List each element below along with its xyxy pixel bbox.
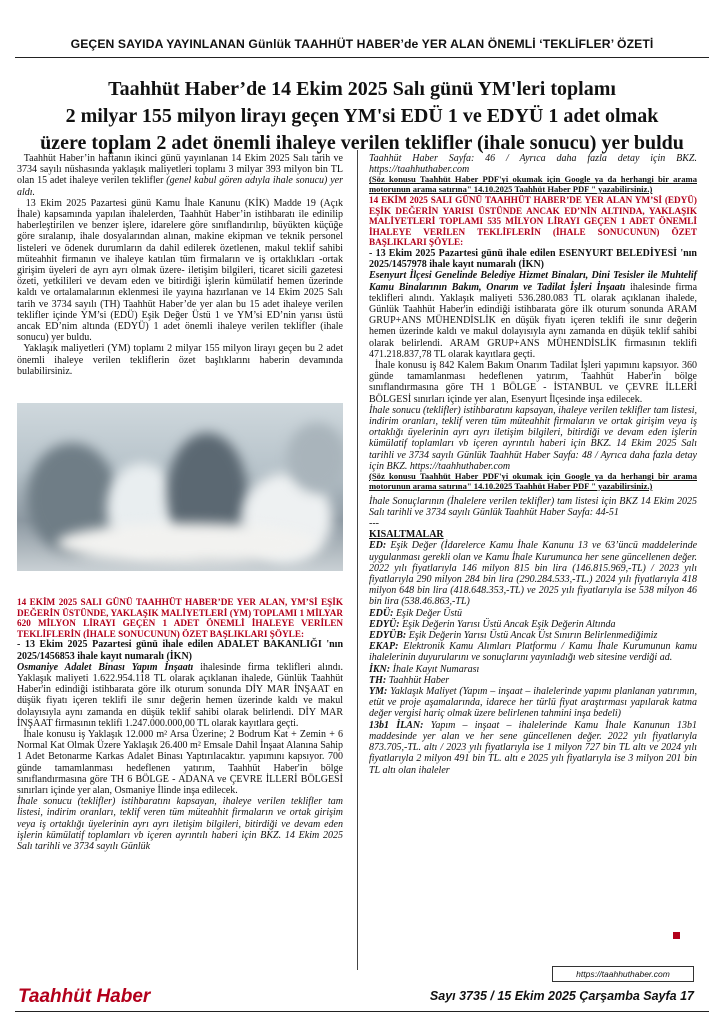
left-item-title: Osmaniye Adalet Binası Yapım İnşaatı <box>17 661 194 673</box>
footer-rule <box>15 1011 709 1012</box>
left-item-body <box>17 662 343 729</box>
right-column <box>369 153 697 776</box>
intro-paragraph <box>17 153 343 198</box>
results-list-ref: İhale Sonuçlarının (İhalelere verilen teklifler) tam listesi için BKZ 14 Ekim 2025 Salı tarihli ve 3734 sayılı Günlük Taahhüt Haber Sayfa: 44-51 <box>369 495 697 518</box>
pdf-note-2: (Söz konusu Taahhüt Haber PDF'yi okumak için Google ya da herhangi bir arama motorunun arama satırına" 14.10.2025 Taahhüt Haber PDF " yazabilirsiniz.) <box>369 471 697 491</box>
paragraph-2-text: 13 Ekim 2025 Pazartesi günü Kamu İhale Kanunu (KİK) Madde 19 (Açık İhale) kapsamında yapılan ihalelerden, Taahhüt Haber’in istihbaratı ile edinilip haberleştirilen ve benzer işlere, idarelere göre sınıflandırılıp, büyükten küçüğe göre sıralanıp, ihale dosyalarından alınan, makine ekipman ve teknik personel listeleri ve ödenek durumların da dahil edilerek özetlenen, makul teklif sahibi müteahhit firmanın ve ihaleye katılan tüm firmaların ve iş ortaklıkları -ortak girişim üyeleri de ayrı ayrı olmak üzere- iletişim bilgileri, ticaret sicili gazetesi özeti, yetkilileri ve devam eden ve bitirdiği işlerin kümülatif hemen üzerinde kaldı ve ortalamalarının eklenmesi ile yayına hazırlanan ve 14 Ekim 2025 Salı tarih ve 3734 sayılı (TH) Taahhüt Haber’de yer alan bu 15 adet ihaleye verilen teklifler içinde YM’si (EDÜ) Eşik Değer Üstü 1 ve YM’si ED’nin yarısı üstü ancak ED’nim altında (EDYÜ) 1 adet önemli ihaleye verilen teklifler (ihale sonucu) yer buldu. <box>17 197 343 344</box>
intro-text: Taahhüt Haber’in haftanın ikinci günü yayınlanan 14 Ekim 2025 Salı tarih ve 3734 sayılı nüshasında yaklaşık maliyetleri toplamı 3 milyar 393 milyon bin TL olan 15 adet ihaleye verilen teklifler <box>17 153 344 187</box>
left-item-detail-text: İhale konusu iş Yaklaşık 12.000 m² Arsa Üzerine; 2 Bodrum Kat + Zemin + 6 Normal Kat Olmak Üzere Yaklaşık 26.400 m² Emsale Dahil İnşaat Alanına Sahip 1 Adet Betonarme Karkas Adalet Binası Yaptırılacaktır. yapımını kapsıyor. 700 günde tamamlanması hedeflenen yatırım, Taahhüt Haber'in bölge sınıflandırmasına göre TH 6 BÖLGE - ADANA ve ÇEVRE İLLERİ BÖLGESİ sınırları içinde yer alan, Osmaniye İlinde inşa edilecek. <box>17 729 344 797</box>
abbr-item: İKN: İhale Kayıt Numarası <box>369 663 480 675</box>
right-item-detail-text: İhale konusu iş 842 Kalem Bakım Onarım Tadilat İşleri yapımını kapsıyor. 360 günde tamamlanması hedeflenen yatırım, Taahhüt Haber'in bölge sınıflandırmasına göre TH 1 BÖLGE - İSTANBUL ve ÇEVRE İLLERİ BÖLGESİ sınırları içinde yer alan, Esenyurt İlçesinde inşa edilecek. <box>369 360 698 405</box>
abbr-item: EKAP: Elektronik Kamu Alımları Platformu / Kamu İhale Kurumunun kamu ihalelerinin duyurularını ve sonuçlarını yayınladığı web sitesine verdiği ad. <box>369 641 697 664</box>
header-rule <box>15 57 709 58</box>
abbreviations-list <box>369 540 697 775</box>
right-item-detail <box>369 360 697 405</box>
abbreviations-title: KISALTMALAR <box>369 529 444 541</box>
left-item-heading: - 13 Ekim 2025 Pazartesi günü ihale edilen ADALET BAKANLIĞI 'nın 2025/1456853 ihale kayıt numaralı (İKN) <box>17 639 343 662</box>
column-divider <box>357 150 358 970</box>
brand-logo: Taahhüt Haber <box>18 986 151 1007</box>
abbr-item: TH: Taahhüt Haber <box>369 674 450 686</box>
abbr-item: EDÜ: Eşik Değer Üstü <box>369 607 463 619</box>
left-item-detail <box>17 729 343 796</box>
page-footer <box>0 966 724 1024</box>
headline <box>40 76 684 157</box>
right-ref-1: Taahhüt Haber Sayfa: 46 / Ayrıca daha fazla detay için BKZ. https://taahhuthaber.com <box>369 153 697 176</box>
pdf-note-1: (Söz konusu Taahhüt Haber PDF'yi okumak için Google ya da herhangi bir arama motorunun arama satırına" 14.10.2025 Taahhüt Haber PDF " yazabilirsiniz.) <box>369 174 697 195</box>
right-item-title: Esenyurt İlçesi Genelinde Belediye Hizmet Binaları, Dini Tesisler ile Muhtelif Kamu Binalarının Bakım, Onarım ve Tadilat İşleri İnşaatı <box>369 270 697 293</box>
right-red-heading: 14 EKİM 2025 SALI GÜNÜ TAAHHÜT HABER’DE YER ALAN YM’Sİ (EDYÜ) EŞİK DEĞERİN YARISI ÜSTÜNDE ANCAK ED’NİN ALTINDA, YAKLAŞIK MALİYETLERİ TOPLAMI 535 MİLYON LİRAYI GEÇEN 1 ADET ÖNEMLİ İHALEYE VERİLEN TEKLİFLERİN (İHALE SONUCUNUN) ÖZET BAŞLIKLARI ŞÖYLE: <box>369 195 697 248</box>
paragraph-2 <box>17 198 343 344</box>
separator-dashes: --- <box>369 518 379 530</box>
left-red-heading: 14 EKİM 2025 SALI GÜNÜ TAAHHÜT HABER’DE YER ALAN, YM’Sİ EŞİK DEĞERİN ÜSTÜNDE, YAKLAŞIK MALİYETLERİ (YM) TOPLAMI 1 MİLYAR 620 MİLYON LİRAYI GEÇEN 1 ADET ÖNEMLİ İHALEYE VERİLEN TEKLİFLERİN (İHALE SONUCUNUN) ÖZET BAŞLIKLARI ŞÖYLE: <box>17 597 343 639</box>
right-item-text: ihalesinde firma teklifleri alındı. Yaklaşık maliyeti 536.280.083 TL olarak açıklanan ihalede, Günlük Taahhüt Haber'in edindiği istihbarata göre ilk oturum sonunda ARAM GRUP+ANS MÜHENDİSLİK en düşük fiyatı içeren teklifi ile sınır değerin hemen üzerinde kaldı ve makul dolayısıyla aynı zamanda en düşük teklif sahibi olarak belirlendi. ARAM GRUP+ANS MÜHENDİSLİK firmasının teklifi 471.218.837,78 TL olarak kayıtlara geçti. <box>369 281 698 360</box>
page-header <box>0 0 724 58</box>
abbr-item: EDYÜ: Eşik Değerin Yarısı Üstü Ancak Eşik Değerin Altında <box>369 618 616 630</box>
paragraph-3-text: Yaklaşık maliyetleri (YM) toplamı 2 milyar 155 milyon lirayı geçen bu 2 adet önemli ihaleye verilen tekliflerin özet başlıklarını haberin devamında bulabilirsiniz. <box>17 343 343 377</box>
headline-line-3: üzere toplam 2 adet önemli ihaleye verilen teklifler (ihale sonucu) yer buldu <box>40 132 684 154</box>
paragraph-3 <box>17 343 343 377</box>
headline-line-2: 2 milyar 155 milyon lirayı geçen YM'si EDÜ 1 ve EDYÜ 1 adet olmak <box>65 105 659 127</box>
end-mark <box>673 932 680 939</box>
website-link[interactable]: https://taahhuthaber.com <box>552 966 694 982</box>
left-column <box>17 153 343 852</box>
left-item-italic: İhale sonucu (teklifler) istihbaratını kapsayan, ihaleye verilen teklifler tam listesi, indirim oranları, teklif veren tüm müteahhit firmaların ve ortak girişim veya iş ortaklığı üyelerinin ayrı ayrı iletişim bilgileri, bitirdiği ve devam eden işlerin kümülatif toplamları vb içeren ayrıntılı haberi için BKZ. 14 Ekim 2025 Salı tarihli ve 3734 sayılı Günlük <box>17 796 343 853</box>
intro-italic: (genel kabul gören adıyla ihale sonucu) yer aldı. <box>17 175 343 198</box>
right-item-heading: - 13 Ekim 2025 Pazartesi günü ihale edilen ESENYURT BELEDİYESİ 'nın 2025/1457978 ihale kayıt numaralı (İKN) <box>369 247 697 271</box>
abbr-item: EDYÜB: Eşik Değerin Yarısı Üstü Ancak Üst Sınırın Belirlenmediğimiz <box>369 630 658 642</box>
right-item-body <box>369 270 697 360</box>
left-item-text: ihalesinde firma teklifleri alındı. Yaklaşık maliyeti 1.622.954.118 TL olarak açıklanan ihalede, Günlük Taahhüt Haber'in edindiği istihbarata göre ilk oturum sonunda DİY MAR İNŞAAT en düşük fiyatı içeren teklifi ile sınır değerin hemen üzerinde kaldı ve makul dolayısıyla aynı zamanda en düşük teklif sahibi olarak belirlendi. DİY MAR İNŞAAT firmasının teklifi 1.247.000.000,00 TL olarak kayıtlara geçti. <box>17 661 344 729</box>
issue-info: Sayı 3735 / 15 Ekim 2025 Çarşamba Sayfa 17 <box>429 989 694 1003</box>
meeting-photo <box>17 403 343 571</box>
abbr-item: ED: Eşik Değer (İdarelerce Kamu İhale Kanunu 13 ve 63’üncü maddelerinde uygulanması gerekli olan ve Kamu İhale Kurumunca her sene güncellenen değer. 2022 yılı fiyatlarıyla 146 milyon 815 bin lira (146.815.969,-TL) / 2023 yılı fiyatlarıyla 290 milyon 284 bin lira (290.284.533,-TL.) 2024 yılı fiyatlarıyla 418 milyon 648 bin lira (418.648.353,-TL) ve 2025 yılı fiyatlarıyla ise 538 milyon 46 bin lira (538.46.863,-TL) <box>369 540 698 608</box>
abbr-item: 13b1 İLAN: Yapım – inşaat – ihalelerinde Kamu İhale Kanunun 13b1 maddesinde yer alan ve her sene güncellenen değer. 2022 yılı fiyatlarıyla 873.705,-TL. altı / 2023 yılı fiyatlarıyla ise 1 milyon 727 bin TL altı ve 2024 yılı fiyatlarıyla 2 milyon 491 bin TL. altı e 2025 yılı fiyatlarıyla ise 3 milyon 201 bin TL altı olan ihaleler <box>369 719 697 776</box>
header-title: GEÇEN SAYIDA YAYINLANAN Günlük TAAHHÜT HABER’de YER ALAN ÖNEMLİ ‘TEKLİFLER’ ÖZETİ <box>70 37 654 51</box>
headline-line-1: Taahhüt Haber’de 14 Ekim 2025 Salı günü YM'leri toplamı <box>108 78 616 100</box>
abbr-item: YM: Yaklaşık Maliyet (Yapım – inşaat – ihalelerinde yapımı planlanan yatırımın, etüt ve proje aşamalarında, idarece her türlü fiyat araştırması yapılarak katma değer vergisi hariç olmak üzere belirlenen tahmini inşa bedeli) <box>369 686 698 720</box>
right-item-italic: İhale sonucu (teklifler) istihbaratını kapsayan, ihaleye verilen teklifler tam listesi, indirim oranları, teklif veren tüm müteahhit firmaların ve ortak girişim veya iş ortaklığı üyelerinin ayrı ayrı iletişim bilgileri, bitirdiği ve devam eden işlerin kümülatif toplamları vb içeren ayrıntılı haberi için BKZ. 14 Ekim 2025 Salı tarihli ve 3734 sayılı Günlük Taahhüt Haber Sayfa: 48 / Ayrıca daha fazla detay için BKZ. https://taahhuthaber.com <box>369 404 697 472</box>
